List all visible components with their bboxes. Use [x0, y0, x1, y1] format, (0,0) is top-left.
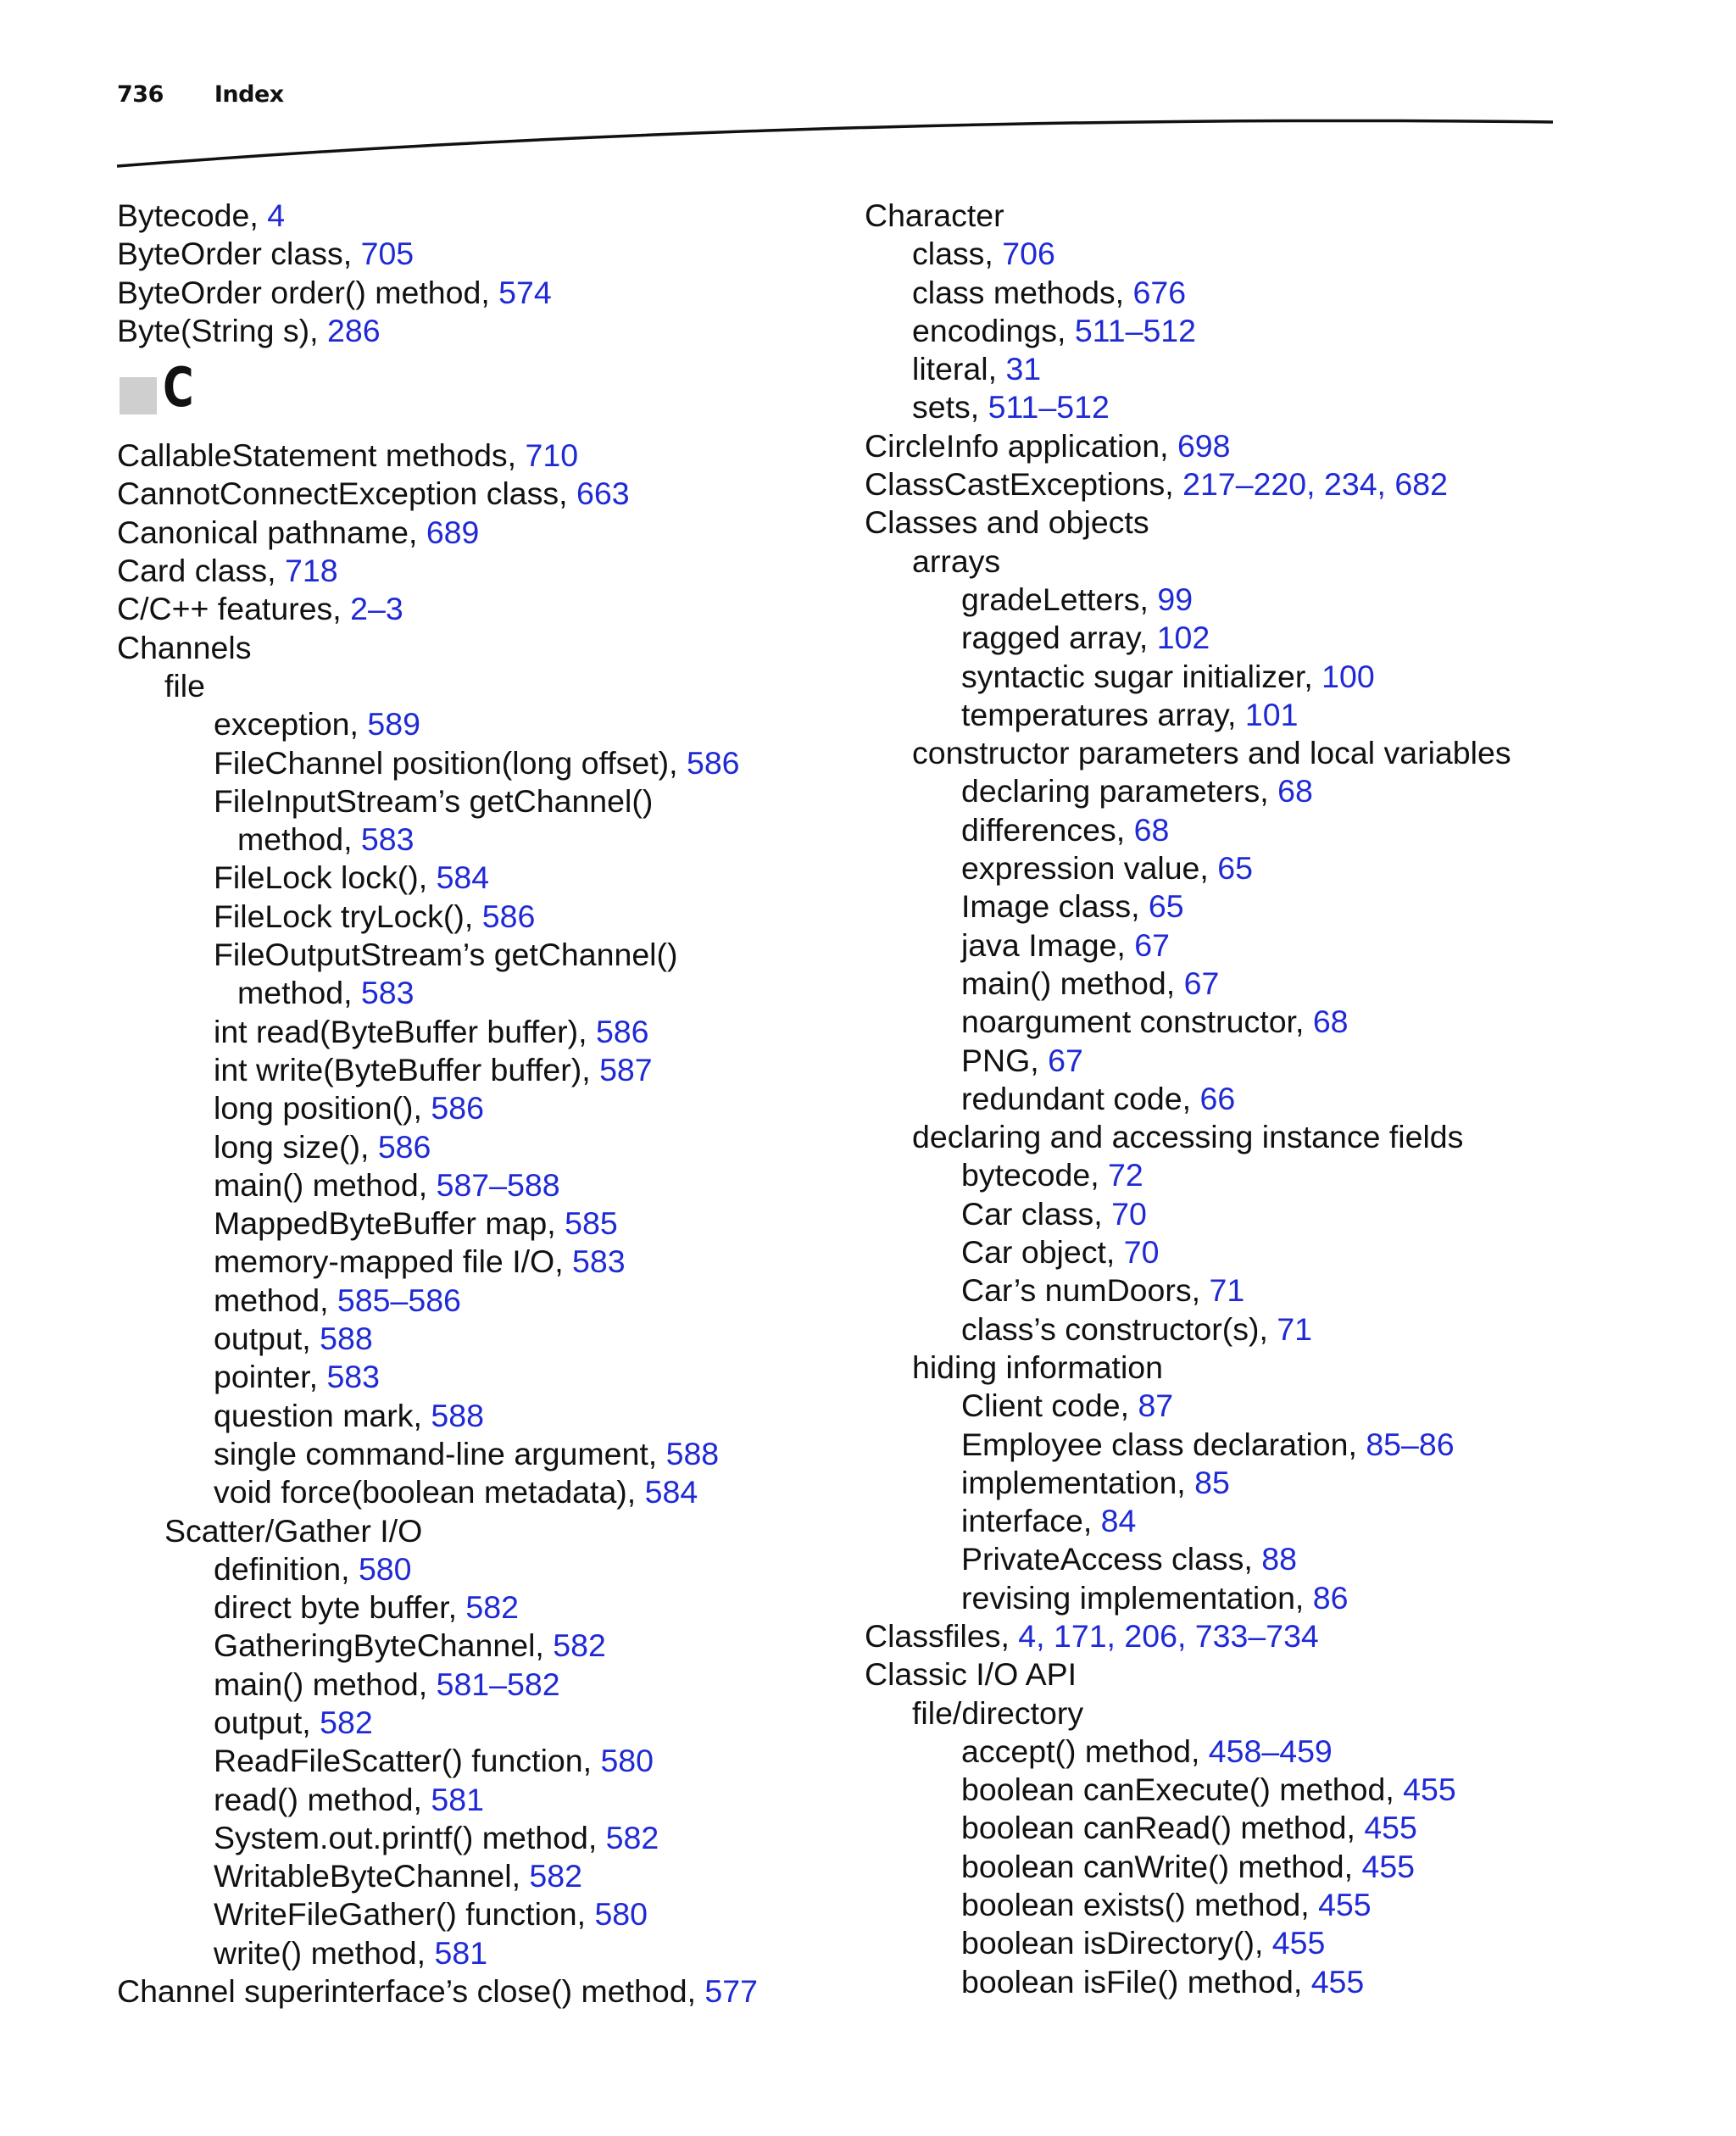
- index-entry: [117, 475, 846, 513]
- index-term: CallableStatement methods,: [117, 437, 526, 474]
- index-term: CannotConnectException class,: [117, 476, 576, 512]
- page-reference-link[interactable]: 698: [1177, 427, 1231, 464]
- index-entry: [117, 514, 846, 552]
- page-reference-link[interactable]: 586: [377, 1128, 431, 1165]
- page-reference-link[interactable]: 455: [1361, 1848, 1416, 1884]
- page-reference-link[interactable]: 84: [1100, 1503, 1137, 1539]
- index-term: Byte(String s),: [117, 312, 327, 348]
- index-term: main() method,: [214, 1666, 437, 1702]
- index-entry: [117, 1934, 846, 1972]
- index-entry: [865, 1349, 1712, 1387]
- index-entry: [865, 1464, 1712, 1502]
- index-entry: [865, 1540, 1712, 1578]
- page-reference-link[interactable]: 588: [320, 1321, 373, 1357]
- page-reference-link[interactable]: 455: [1364, 1810, 1417, 1846]
- index-term: syntactic sugar initializer,: [961, 658, 1322, 694]
- index-term: ClassCastExceptions,: [865, 466, 1183, 503]
- index-entry: [117, 744, 846, 782]
- page-reference-link[interactable]: 4: [267, 197, 286, 233]
- entries-c: [117, 437, 846, 2011]
- index-term: encodings,: [912, 312, 1075, 348]
- index-entry: [117, 974, 846, 1012]
- index-entry: [117, 197, 846, 235]
- index-term: method,: [237, 821, 361, 858]
- page-reference-link[interactable]: 72: [1108, 1157, 1143, 1193]
- index-entry: [865, 772, 1712, 810]
- page-reference-link[interactable]: 99: [1157, 581, 1194, 617]
- index-term: long position(),: [214, 1090, 431, 1126]
- index-entry: [117, 782, 846, 820]
- index-term: redundant code,: [961, 1080, 1200, 1116]
- index-entry: [117, 1550, 846, 1588]
- index-term: Employee class declaration,: [961, 1426, 1366, 1462]
- page-reference-link[interactable]: 65: [1148, 888, 1184, 925]
- page-reference-link[interactable]: 68: [1277, 773, 1313, 809]
- page-reference-link[interactable]: 86: [1312, 1579, 1349, 1616]
- page-reference-link[interactable]: 583: [360, 821, 415, 858]
- index-entry: [117, 859, 846, 897]
- index-term: accept() method,: [961, 1733, 1209, 1769]
- index-term: file/directory: [912, 1694, 1084, 1731]
- page-reference-link[interactable]: 70: [1111, 1195, 1147, 1232]
- index-entry: [117, 1358, 846, 1396]
- index-term: bytecode,: [961, 1157, 1109, 1193]
- index-term: Channel superinterface’s close() method,: [117, 1973, 705, 2010]
- index-entry: [117, 1972, 846, 2011]
- page-reference-link[interactable]: 458–459: [1208, 1733, 1333, 1769]
- index-term: Car object,: [961, 1234, 1124, 1271]
- page-reference-link[interactable]: 676: [1132, 274, 1187, 310]
- index-term: ragged array,: [961, 620, 1157, 656]
- index-term: C/C++ features,: [117, 591, 351, 627]
- page-reference-link[interactable]: 705: [360, 236, 415, 272]
- index-entry: [865, 1963, 1712, 2001]
- page-reference-link[interactable]: 455: [1403, 1772, 1456, 1808]
- page-reference-link[interactable]: 70: [1123, 1234, 1160, 1271]
- index-term: implementation,: [961, 1464, 1195, 1500]
- index-entry: [865, 581, 1712, 619]
- page-reference-link[interactable]: 67: [1183, 965, 1220, 1001]
- index-term: int read(ByteBuffer buffer),: [214, 1013, 596, 1049]
- entries-b-continued: [117, 197, 846, 350]
- index-term: PNG,: [961, 1042, 1049, 1078]
- header-swoosh-rule: [0, 0, 1736, 186]
- index-term: GatheringByteChannel,: [214, 1627, 554, 1664]
- index-term: temperatures array,: [961, 696, 1245, 732]
- page-reference-link[interactable]: 706: [1002, 236, 1055, 272]
- index-entry: [865, 465, 1712, 503]
- index-term: declaring and accessing instance fields: [912, 1119, 1464, 1155]
- page-reference-link[interactable]: 87: [1138, 1388, 1174, 1424]
- index-term: Bytecode,: [117, 197, 268, 233]
- page-reference-link[interactable]: 101: [1244, 696, 1299, 732]
- page-reference-link[interactable]: 586: [686, 744, 740, 781]
- index-entry: [117, 1204, 846, 1243]
- index-entry: [865, 887, 1712, 926]
- page-reference-link[interactable]: 586: [595, 1013, 649, 1049]
- index-term: MappedByteBuffer map,: [214, 1205, 565, 1242]
- index-entry: [117, 936, 846, 974]
- index-entry: [865, 1771, 1712, 1809]
- index-term: arrays: [912, 542, 1001, 579]
- index-term: expression value,: [961, 850, 1218, 887]
- page-reference-link[interactable]: 2–3: [350, 591, 403, 627]
- index-entry: [117, 1857, 846, 1895]
- index-entry: [117, 705, 846, 743]
- page-reference-link[interactable]: 580: [600, 1743, 654, 1779]
- index-term: System.out.printf() method,: [214, 1819, 606, 1855]
- index-entry: [865, 1848, 1712, 1886]
- page-reference-link[interactable]: 65: [1217, 850, 1253, 887]
- index-entry: [865, 849, 1712, 887]
- index-term: class,: [912, 236, 1003, 272]
- page-reference-link[interactable]: 582: [529, 1858, 582, 1894]
- index-term: memory-mapped file I/O,: [214, 1243, 573, 1280]
- index-entry: [117, 1627, 846, 1665]
- index-term: exception,: [214, 706, 368, 743]
- index-entry: [865, 1118, 1712, 1156]
- index-term: Canonical pathname,: [117, 514, 426, 550]
- page-reference-link[interactable]: 585–586: [337, 1282, 461, 1318]
- page-reference-link[interactable]: 580: [594, 1896, 648, 1933]
- index-term: output,: [214, 1704, 320, 1740]
- index-term: FileLock lock(),: [214, 859, 437, 896]
- index-term: WritableByteChannel,: [214, 1858, 530, 1894]
- index-entry: [865, 503, 1712, 542]
- index-entry: [865, 350, 1712, 388]
- index-term: Classic I/O API: [865, 1656, 1077, 1693]
- page-reference-link[interactable]: 581: [431, 1781, 484, 1817]
- index-entry: [865, 1655, 1712, 1694]
- index-entry: [117, 667, 846, 705]
- page-reference-link[interactable]: 31: [1005, 351, 1042, 387]
- index-term: ReadFileScatter() function,: [214, 1743, 601, 1779]
- index-entry: [117, 1512, 846, 1550]
- index-term: literal,: [912, 351, 1006, 387]
- index-entry: [117, 629, 846, 667]
- index-term: boolean canExecute() method,: [961, 1772, 1404, 1808]
- page-reference-link[interactable]: 581: [434, 1934, 488, 1971]
- index-term: boolean exists() method,: [961, 1887, 1319, 1923]
- index-term: boolean isDirectory(),: [961, 1925, 1272, 1961]
- index-entry: [865, 1387, 1712, 1425]
- index-term: FileLock tryLock(),: [214, 898, 482, 934]
- page-reference-link[interactable]: 68: [1133, 811, 1170, 848]
- index-entry: [865, 1271, 1712, 1310]
- index-term: Classes and objects: [865, 504, 1149, 541]
- page-reference-link[interactable]: 455: [1318, 1887, 1372, 1923]
- index-entry: [117, 1666, 846, 1704]
- page-reference-link[interactable]: 71: [1209, 1272, 1245, 1309]
- index-term: int write(ByteBuffer buffer),: [214, 1051, 600, 1087]
- index-term: question mark,: [214, 1397, 431, 1433]
- index-entry: [865, 734, 1712, 772]
- index-term: main() method,: [961, 965, 1184, 1001]
- page-reference-link[interactable]: 71: [1277, 1310, 1313, 1347]
- page-reference-link[interactable]: 586: [481, 898, 536, 934]
- index-term: constructor parameters and local variables: [912, 735, 1511, 771]
- page-reference-link[interactable]: 583: [360, 975, 415, 1011]
- index-term: Character: [865, 197, 1004, 233]
- index-entry: [865, 1694, 1712, 1733]
- index-entry: [117, 1742, 846, 1780]
- index-term: boolean canWrite() method,: [961, 1848, 1362, 1884]
- index-term: read() method,: [214, 1781, 431, 1817]
- index-entry: [117, 312, 846, 350]
- page-reference-link[interactable]: 581–582: [436, 1666, 560, 1702]
- index-term: hiding information: [912, 1349, 1164, 1385]
- index-term: direct byte buffer,: [214, 1589, 466, 1626]
- index-term: Car’s numDoors,: [961, 1272, 1210, 1309]
- index-term: noargument constructor,: [961, 1004, 1313, 1040]
- index-term: boolean canRead() method,: [961, 1810, 1365, 1846]
- page-reference-link[interactable]: 582: [553, 1627, 606, 1664]
- index-entry: [865, 658, 1712, 696]
- index-entry: [865, 274, 1712, 312]
- index-term: Card class,: [117, 553, 285, 589]
- index-entry: [117, 1089, 846, 1127]
- index-term: Car class,: [961, 1195, 1112, 1232]
- page-reference-link[interactable]: 67: [1134, 926, 1170, 963]
- index-entry: [865, 1924, 1712, 1962]
- index-entry: [117, 1128, 846, 1166]
- index-entry: [117, 552, 846, 590]
- index-entry: [865, 811, 1712, 849]
- index-term: method,: [214, 1282, 337, 1318]
- page-reference-link[interactable]: 574: [498, 274, 552, 310]
- page-reference-link[interactable]: 588: [665, 1435, 720, 1471]
- index-entry: [117, 274, 846, 312]
- index-entry: [865, 619, 1712, 657]
- index-column-right: [865, 197, 1712, 2001]
- index-entry: [865, 1042, 1712, 1080]
- index-entry: [865, 388, 1712, 426]
- index-entry: [865, 1579, 1712, 1617]
- index-entry: [117, 1473, 846, 1511]
- index-term: CircleInfo application,: [865, 427, 1177, 464]
- page-reference-link[interactable]: 102: [1156, 620, 1210, 656]
- page-reference-link[interactable]: 577: [704, 1973, 758, 2010]
- page-reference-link[interactable]: 580: [358, 1550, 412, 1587]
- index-entry: [865, 965, 1712, 1003]
- page-reference-link[interactable]: 583: [326, 1359, 381, 1395]
- index-entry: [117, 235, 846, 273]
- index-term: ByteOrder class,: [117, 236, 361, 272]
- index-term: class methods,: [912, 274, 1133, 310]
- page-reference-link[interactable]: 663: [576, 476, 630, 512]
- index-entry: [117, 1781, 846, 1819]
- index-entry: [865, 197, 1712, 235]
- index-term: Image class,: [961, 888, 1149, 925]
- page-reference-link[interactable]: 85–86: [1366, 1426, 1455, 1462]
- index-term: file: [164, 667, 205, 704]
- index-entry: [117, 1435, 846, 1473]
- page-reference-link[interactable]: 455: [1310, 1963, 1365, 2000]
- index-entry: [865, 926, 1712, 965]
- index-term: long size(),: [214, 1128, 378, 1165]
- index-term: class’s constructor(s),: [961, 1310, 1277, 1347]
- index-term: void force(boolean metadata),: [214, 1474, 645, 1510]
- index-entry: [865, 1080, 1712, 1118]
- page-reference-link[interactable]: 718: [284, 553, 338, 589]
- index-term: WriteFileGather() function,: [214, 1896, 595, 1933]
- index-entry: [117, 1320, 846, 1358]
- index-entry: [117, 1397, 846, 1435]
- page-reference-link[interactable]: 584: [644, 1474, 698, 1510]
- running-head-title: Index: [214, 81, 284, 108]
- section-heading-c: [117, 350, 846, 437]
- index-term: Scatter/Gather I/O: [164, 1512, 423, 1549]
- page-reference-link[interactable]: 511–512: [988, 389, 1110, 426]
- page-reference-link[interactable]: 582: [605, 1819, 659, 1855]
- index-entry: [865, 1156, 1712, 1194]
- index-term: boolean isFile() method,: [961, 1963, 1311, 2000]
- index-entry: [865, 1003, 1712, 1041]
- index-entry: [117, 1013, 846, 1051]
- index-entry: [117, 1243, 846, 1281]
- index-term: differences,: [961, 811, 1134, 848]
- page-reference-link[interactable]: 589: [367, 706, 420, 743]
- index-term: sets,: [912, 389, 988, 426]
- page-reference-link[interactable]: 88: [1261, 1541, 1297, 1577]
- page-reference-link[interactable]: 66: [1199, 1080, 1236, 1116]
- entries-c-continued: [865, 197, 1712, 2001]
- index-entry: [117, 1819, 846, 1857]
- index-entry: [865, 1733, 1712, 1771]
- page-reference-link[interactable]: 710: [525, 437, 579, 474]
- index-entry: [865, 1310, 1712, 1349]
- index-entry: [865, 1195, 1712, 1233]
- index-term: Client code,: [961, 1388, 1138, 1424]
- page-reference-link[interactable]: 85: [1194, 1464, 1230, 1500]
- page-reference-link[interactable]: 587: [599, 1051, 653, 1087]
- index-term: Classfiles,: [865, 1617, 1019, 1654]
- index-entry: [117, 1166, 846, 1204]
- page-reference-link[interactable]: 582: [465, 1589, 519, 1626]
- index-entry: [865, 696, 1712, 734]
- page-reference-link[interactable]: 67: [1048, 1042, 1083, 1078]
- page-reference-link[interactable]: 585: [565, 1205, 618, 1242]
- page-reference-link[interactable]: 582: [320, 1704, 373, 1740]
- index-term: interface,: [961, 1503, 1101, 1539]
- page-reference-link[interactable]: 217–220, 234, 682: [1182, 466, 1448, 503]
- index-entry: [865, 1426, 1712, 1464]
- index-entry: [865, 427, 1712, 465]
- index-term: method,: [237, 975, 361, 1011]
- index-entry: [865, 1809, 1712, 1847]
- page-reference-link[interactable]: 455: [1271, 1925, 1326, 1961]
- page-reference-link[interactable]: 583: [572, 1243, 626, 1280]
- index-entry: [865, 1502, 1712, 1540]
- index-entry: [117, 1895, 846, 1933]
- page-number: 736: [117, 81, 164, 108]
- index-term: FileChannel position(long offset),: [214, 744, 687, 781]
- index-entry: [117, 590, 846, 628]
- page-reference-link[interactable]: 587–588: [436, 1166, 560, 1203]
- index-term: FileOutputStream’s getChannel(): [214, 937, 678, 973]
- section-marker-box: [120, 377, 157, 414]
- page-reference-link[interactable]: 100: [1321, 658, 1375, 694]
- page-reference-link[interactable]: 689: [426, 514, 480, 550]
- index-term: declaring parameters,: [961, 773, 1278, 809]
- page-reference-link[interactable]: 588: [431, 1397, 484, 1433]
- index-entry: [865, 1886, 1712, 1924]
- index-term: definition,: [214, 1550, 359, 1587]
- index-entry: [865, 235, 1712, 273]
- index-column-left: [117, 197, 846, 2011]
- index-entry: [865, 1617, 1712, 1655]
- index-entry: [117, 437, 846, 475]
- index-term: output,: [214, 1321, 320, 1357]
- index-entry: [865, 542, 1712, 581]
- index-entry: [117, 1282, 846, 1320]
- index-entry: [865, 1233, 1712, 1271]
- index-entry: [117, 898, 846, 936]
- page-reference-link[interactable]: 511–512: [1074, 312, 1197, 348]
- index-term: main() method,: [214, 1166, 437, 1203]
- index-term: write() method,: [214, 1934, 435, 1971]
- index-term: java Image,: [961, 926, 1135, 963]
- index-entry: [117, 1051, 846, 1089]
- index-term: Channels: [117, 629, 252, 665]
- index-entry: [865, 312, 1712, 350]
- section-letter: C: [163, 357, 194, 420]
- index-entry: [117, 820, 846, 859]
- page-reference-link[interactable]: 286: [326, 312, 381, 348]
- index-term: single command-line argument,: [214, 1435, 666, 1471]
- page-reference-link[interactable]: 586: [431, 1090, 484, 1126]
- page-reference-link[interactable]: 584: [436, 859, 490, 896]
- index-term: ByteOrder order() method,: [117, 274, 499, 310]
- index-term: FileInputStream’s getChannel(): [214, 782, 654, 819]
- index-term: pointer,: [214, 1359, 327, 1395]
- index-entry: [117, 1588, 846, 1627]
- index-term: gradeLetters,: [961, 581, 1158, 617]
- page-reference-link[interactable]: 4, 171, 206, 733–734: [1018, 1617, 1319, 1654]
- page-reference-link[interactable]: 68: [1312, 1004, 1349, 1040]
- index-entry: [117, 1704, 846, 1742]
- index-term: revising implementation,: [961, 1579, 1313, 1616]
- index-term: PrivateAccess class,: [961, 1541, 1262, 1577]
